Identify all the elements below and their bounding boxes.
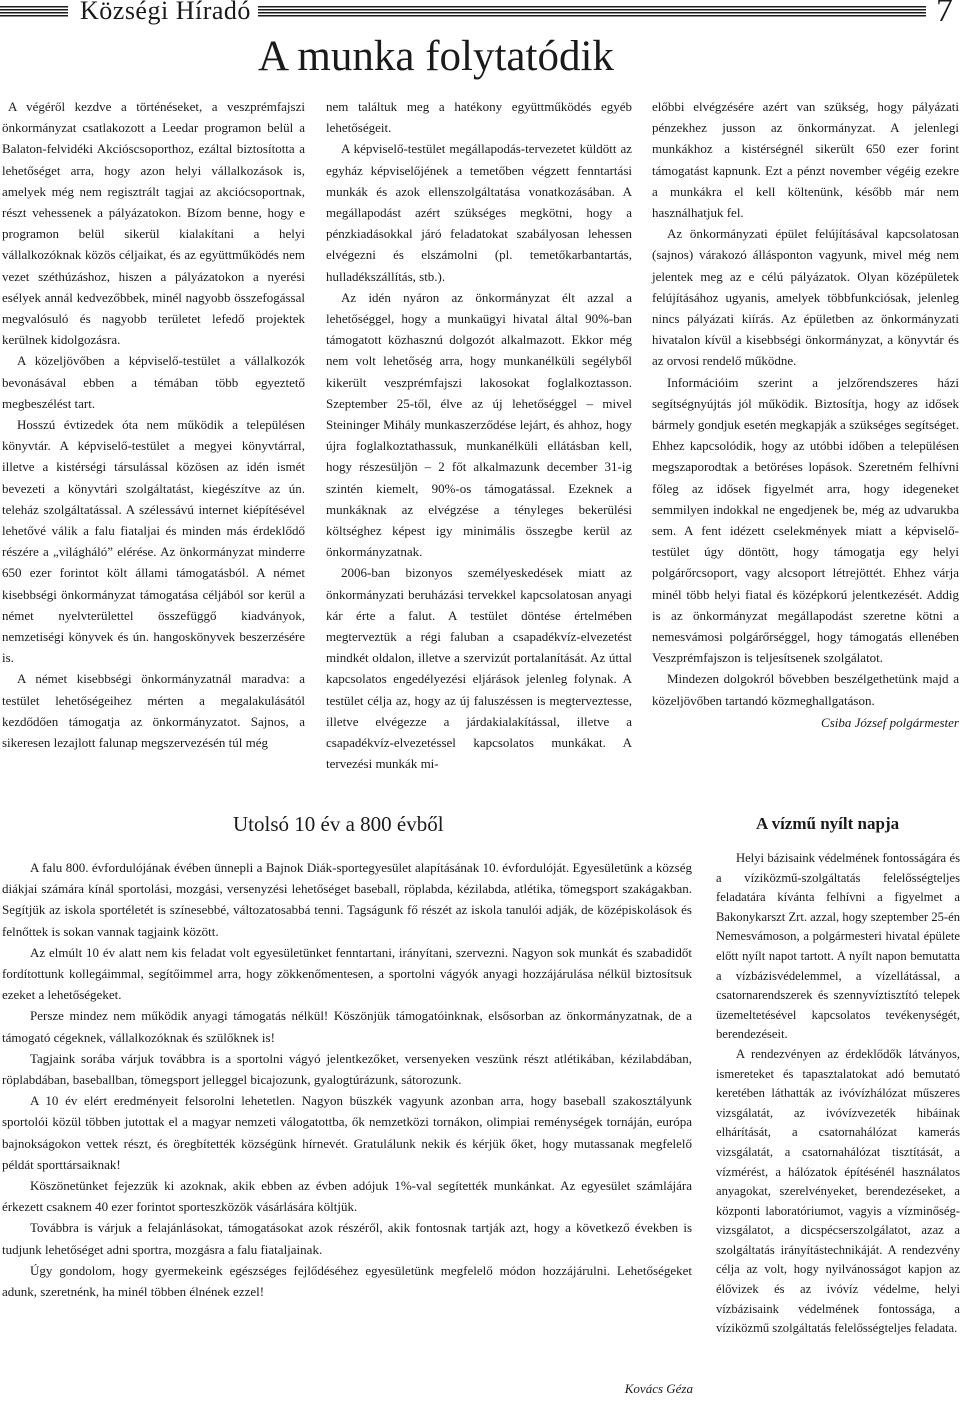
third-article-title: A vízmű nyílt napja (756, 814, 900, 833)
main-article-signature: Csiba József polgármester (821, 714, 959, 730)
paragraph: A 10 év elért eredményeit felsorolni lehetetlen. Nagyon büszkék vagyunk azonban arra, hogy baseball szakosztályunk sportolói közül többen jutottak el a magyar nemzeti válogatottba, ők nemzetközi tornákon, olimpiai reménységek tornáján, európa bajnokságokon vettek részt, és öregbítették községünk hírnevét. Gratulálunk nekik és kérjük őket, hogy mutassanak megfelelő példát sporttársaiknak! (2, 1093, 692, 1172)
second-article-signature: Kovács Géza (624, 1381, 693, 1396)
masthead-rule-right (258, 6, 926, 18)
paragraph: Az önkormányzati épület felújításával kapcsolatosan (sajnos) várakozó állásponton vagyunk, mivel még nem jelentek meg az e célú pályázatok. Olyan középületek felújításához ugyanis, amelyek többfunkciósak, jelenleg nincs pályázati kiírás. Az épületben az önkormányzati hivatalon kívül a kisebbségi önkormányzat, a könyvtár és az orvosi rendelő működne. (652, 226, 959, 369)
page-number: 7 (936, 0, 953, 29)
paper-title: Községi Híradó (80, 0, 251, 25)
paragraph: Úgy gondolom, hogy gyermekeink egészséges fejlődéséhez egyesületünk megfelelő módon hozzájárulni. Lehetőségeket adunk, szeretnénk, ha minél többen élnének ezzel! (2, 1262, 692, 1300)
paragraph: A képviselő-testület megállapodás-tervezetet küldött az egyház képviselőjének a temetőben végzett fenntartási munkák és azok ellenszolgáltatása vonatkozásában. A megállapodást azért szükséges megkötni, hogy a pénzkiadásokkal járó feladatokat szabályosan lehessen elvégezni és elszámolni (pl. temetőkarbantartás, hulladékszállítás, stb.). (326, 141, 632, 284)
paragraph: Köszönetünket fejezzük ki azoknak, akik ebben az évben adójuk 1%-val segítették munkánkat. Az egyesület számlájára érkezett csaknem 40 ezer forintot sporteszközök vásárlására költjük. (2, 1178, 692, 1215)
main-article-column-2 (326, 96, 632, 775)
paragraph: Hosszú évtizedek óta nem működik a településen könyvtár. A képviselő-testület a megyei könyvtárral, illetve a kistérségi társulással közösen az idén ismét bevezeti a könyvtári szolgáltatást, kiegészítve az ún. teleház szolgáltatással. A szélessávú internet kiépítésével lehetővé válik a falu fiataljai és minden más érdeklődő részére a „világháló” elérése. Az önkormányzat minderre 650 ezer forintot költ állami támogatásból. A német kisebbségi önkormányzat támogatása céljából sor kerül a német nyelvterülettel összefüggő kiadványok, nemzetiségi könyvek és ún. hangoskönyvek beszerzésére is. (2, 417, 305, 666)
paragraph: A közeljövőben a képviselő-testület a vállalkozók bevonásával ebben a témában több egyeztető megbeszélést tart. (2, 353, 305, 411)
paragraph: Mindezen dolgokról bővebben beszélgethetünk majd a közeljövőben tartandó közmeghallgatáson. (652, 671, 959, 708)
paragraph: Tagjaink sorába várjuk továbbra is a sportolni vágyó jelentkezőket, versenyeken veszünk részt atlétikában, kézilabdában, röplabdában, baseballban, tömegsport jelleggel bicajozunk, gyalogtúrázunk, sátorozunk. (2, 1050, 692, 1088)
paragraph: Helyi bázisaink védelmének fontosságára és a víziközmű-szolgáltatás felelősségteljes feladatára kívánta felhívni a figyelmet a Bakonykarszt Zrt. azzal, hogy szeptember 25-én Nemesvámoson, a polgármesteri hivatal épülete előtt nyílt napot tartott. A nyílt napon bemutatta a vízbázisvédelemmel, a vízellátással, a csatornarendszerek és szennyvíztisztító telepek üzemeltetésével kapcsolatos tevékenységét, berendezéseit. (716, 851, 960, 1042)
masthead-rule-left (0, 6, 68, 18)
paragraph: A falu 800. évfordulójának évében ünnepli a Bajnok Diák-sportegyesület alapításának 10. évfordulóját. Egyesületünk a község diákjai számára kínál sportolási, mozgási, versenyzési lehetőséget baseball, röplabda, kézilabda, atlétika, tömegsport szakágakban. Segítjük az iskola sportéletét is színesebbé, változatosabbá tenni. Tagságunk fő részét az iskola tanulói adják, de középiskolások és felnőttek is sokan vannak tagjaink között. (2, 860, 692, 939)
paragraph: A rendezvényen az érdeklődők látványos, ismereteket és tapasztalatokat adó bemutató keretében láthatták az ivóvízhálózat műszeres vizsgálatát, az ivóvízvezeték hibáinak elhárítását, a csatornahálózat kamerás vizsgálatát, a csatornahálózat tisztítását, a vízmérést, a hálózatok építésénél használatos anyagokat, szerelvényeket, berendezéseket, a központi laboratóriumot, vagyis a vízminőség-vizsgálatot, a dicspécserszolgálatot, azaz a szolgáltatás irányítástechnikáját. A rendezvény célja az volt, hogy nyilvánosságot kapjon az élővizek és az ivóvíz védelme, helyi vízbázisaink védelmének fontossága, a víziközmű szolgáltatás felelősségteljes feladata. (716, 1046, 960, 1336)
main-article-column-1 (2, 96, 305, 753)
paragraph: nem találtuk meg a hatékony együttműködés egyéb lehetőségeit. (326, 99, 632, 136)
main-article-column-3 (652, 96, 959, 733)
paragraph: Információim szerint a jelzőrendszeres házi segítségnyújtás jól működik. Biztosítja, hogy az idősek bármely gondjuk esetén megkapják a szükséges segítséget. Ehhez kapcsolódik, hogy az utóbbi időben a településen megszaporodtak a betöréses lopások. Szeretném felhívni főleg az idősek figyelmét arra, hogy idegeneket semmilyen indokkal ne engedjenek be, még az udvarukba sem. A fent idézett cselekmények miatt a képviselő-testület úgy döntött, hogy támogatja egy helyi polgárőrcsoport, vagy alcsoport létrejöttét. Ehhez várja minél több helyi fiatal és középkorú jelentkezését. Addig is az önkormányzat megállapodást szeretne kötni a nemesvámosi polgárőrséggel, hogy támogatás ellenében Veszprémfajszon is teljesítsenek szolgálatot. (652, 374, 959, 666)
second-article-title: Utolsó 10 év a 800 évből (233, 812, 444, 836)
paragraph: előbbi elvégzésére azért van szükség, hogy pályázati pénzekhez jusson az önkormányzat. A jelenlegi munkákhoz a kistérségnél sikerült 650 ezer forint támogatást kapnunk. Ezt a pénzt november végéig ezekre a munkákra el kell költenünk, később már nem használhatjuk fel. (652, 99, 959, 221)
paragraph: A végéről kezdve a történéseket, a veszprémfajszi önkormányzat csatlakozott a Leedar programon belül a Balaton-felvidéki Akcióscsoporthoz, ezáltal biztosította a lehetőséget arra, hogy azon helyi vállalkozások is, amelyek még nem regisztrált tagjai az akciócsoportnak, részt vehessenek a pályázatokon. Bízom benne, hogy e programon belül sikerül kialakítani a helyi vállalkozóknak közös céljaikat, és az együttműködés nem vezet széthúzáshoz, hiszen a pályázatokon a nyerési esélyek annál kedvezőbbek, minél nagyobb összefogással megvalósuló és nagyobb területet lefedő projektek kerülnek kidolgozásra. (2, 99, 305, 348)
paragraph: Az idén nyáron az önkormányzat élt azzal a lehetőséggel, hogy a munkaügyi hivatal által 90%-ban támogatott közhasznú dolgozót alkalmazott. Ekkor még nem volt lehetőség arra, hogy munkanélküli segélyből kikerült veszprémfajszi lakosokat foglalkoztasson. Szeptember 25-től, élve az új lehetőséggel – mivel Steininger Mihály munkaszerződése lejárt, és ahhoz, hogy újra foglalkoztathassuk, munkanélküli ellátásban kell, hogy részesüljön – 2 főt alkalmazunk december 31-ig szintén kiemelt, 90%-os támogatással. Ezeknek a munkáknak az elvégzése a tényleges bekerülési költséghez képest igy minimális összegbe kerül az önkormányzatnak. (326, 289, 632, 560)
paragraph: Továbbra is várjuk a felajánlásokat, támogatásokat azok részéről, akik fontosnak tartják azt, hogy a következő években is tudjunk lehetőséget adni sportra, mozgásra a falu fiataljainak. (2, 1220, 692, 1257)
paragraph: A német kisebbségi önkormányzatnál maradva: a testület lehetőségeihez mérten a megalakulásától kezdődően támogatja az önkormányzatot. Sajnos, a sikeresen lezajlott falunap megszervezésén túl még (2, 671, 305, 751)
paragraph: Az elmúlt 10 év alatt nem kis feladat volt egyesületünket fenntartani, irányítani, szervezni. Nagyon sok munkát és szabadidőt fordítottunk kollegáimmal, segítőimmel arra, hogy zökkenőmentesen, a sportolni vágyók anyagi hozzájárulása nélkül biztosítsuk ezeket a lehetőségeket. (2, 944, 692, 1003)
main-article-title: A munka folytatódik (258, 33, 614, 80)
paragraph: Persze mindez nem működik anyagi támogatás nélkül! Köszönjük támogatóinknak, elsősorban az önkormányzatnak, de a támogató cégeknek, vállalkozóknak és szülőknek is! (2, 1008, 692, 1045)
second-article-body (2, 857, 692, 1302)
third-article-body (716, 849, 960, 1339)
paragraph: 2006-ban bizonyos személyeskedések miatt az önkormányzati beruházási tervekkel kapcsolatosan anyagi kár érte a falut. A testület döntése értelmében megterveztük a régi faluban a csapadékvíz-elvezetést mindkét oldalon, illetve a szervizút portalanítását. Az úttal kapcsolatos engedélyezési eljárások jelenleg folynak. A testület célja az, hogy az új faluszéssen is megterveztesse, illetve elvégezze a járdakialakítással, illetve a csapadékvíz-elvezetéssel kapcsolatos munkákat. A tervezési munkák mi- (326, 565, 632, 772)
